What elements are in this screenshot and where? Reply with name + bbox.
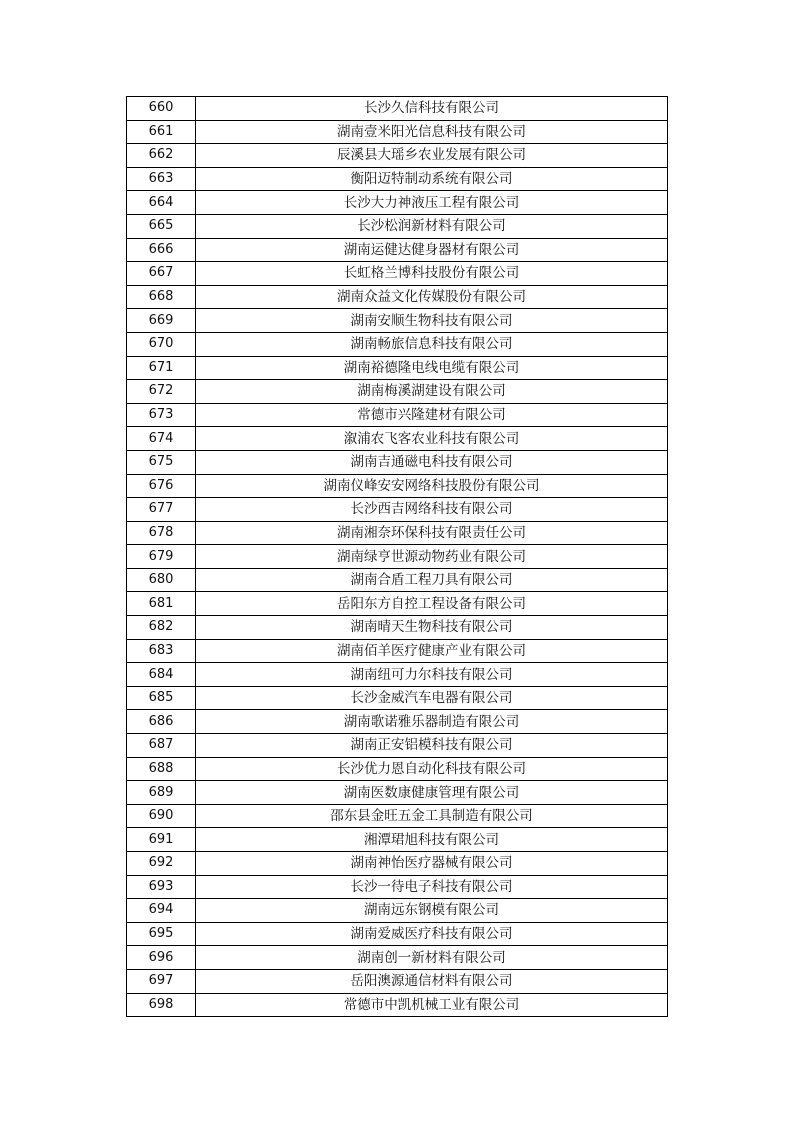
company-name: 长沙金威汽车电器有限公司 — [196, 686, 668, 710]
table-row — [127, 757, 668, 781]
row-number: 687 — [127, 734, 196, 758]
table-row — [127, 686, 668, 710]
table-row — [127, 734, 668, 758]
row-number: 677 — [127, 498, 196, 522]
company-name: 常德市中凯机械工业有限公司 — [196, 993, 668, 1017]
company-name: 湖南远东钢模有限公司 — [196, 899, 668, 923]
company-name: 湖南医数康健康管理有限公司 — [196, 781, 668, 805]
table-row — [127, 568, 668, 592]
row-number: 683 — [127, 639, 196, 663]
company-name: 湖南湘奈环保科技有限责任公司 — [196, 521, 668, 545]
row-number: 694 — [127, 899, 196, 923]
company-name: 长沙久信科技有限公司 — [196, 97, 668, 121]
company-name: 邵东县金旺五金工具制造有限公司 — [196, 804, 668, 828]
table-row — [127, 167, 668, 191]
company-name: 湖南运健达健身器材有限公司 — [196, 238, 668, 262]
table-row — [127, 97, 668, 121]
table-row — [127, 498, 668, 522]
table-row — [127, 285, 668, 309]
company-name: 湖南畅旅信息科技有限公司 — [196, 332, 668, 356]
row-number: 672 — [127, 380, 196, 404]
row-number: 680 — [127, 568, 196, 592]
company-name: 长沙优力恩自动化科技有限公司 — [196, 757, 668, 781]
company-name: 岳阳澳源通信材料有限公司 — [196, 969, 668, 993]
table-row — [127, 969, 668, 993]
row-number: 667 — [127, 262, 196, 286]
table-row — [127, 663, 668, 687]
company-name: 湖南晴天生物科技有限公司 — [196, 616, 668, 640]
company-name: 长沙西吉网络科技有限公司 — [196, 498, 668, 522]
company-name: 湖南合盾工程刀具有限公司 — [196, 568, 668, 592]
row-number: 670 — [127, 332, 196, 356]
table-row — [127, 380, 668, 404]
table-row — [127, 262, 668, 286]
company-name: 湖南正安铝模科技有限公司 — [196, 734, 668, 758]
row-number: 691 — [127, 828, 196, 852]
row-number: 688 — [127, 757, 196, 781]
row-number: 686 — [127, 710, 196, 734]
row-number: 681 — [127, 592, 196, 616]
company-name: 辰溪县大瑶乡农业发展有限公司 — [196, 144, 668, 168]
table-row — [127, 804, 668, 828]
row-number: 678 — [127, 521, 196, 545]
company-name: 湖南安顺生物科技有限公司 — [196, 309, 668, 333]
row-number: 689 — [127, 781, 196, 805]
company-name: 湖南众益文化传媒股份有限公司 — [196, 285, 668, 309]
table-row — [127, 616, 668, 640]
row-number: 661 — [127, 120, 196, 144]
row-number: 679 — [127, 545, 196, 569]
table-row — [127, 946, 668, 970]
company-name: 常德市兴隆建材有限公司 — [196, 403, 668, 427]
row-number: 692 — [127, 852, 196, 876]
row-number: 698 — [127, 993, 196, 1017]
table-row — [127, 427, 668, 451]
table-row — [127, 332, 668, 356]
table-row — [127, 592, 668, 616]
table-row — [127, 144, 668, 168]
row-number: 675 — [127, 450, 196, 474]
row-number: 695 — [127, 922, 196, 946]
row-number: 673 — [127, 403, 196, 427]
row-number: 660 — [127, 97, 196, 121]
row-number: 682 — [127, 616, 196, 640]
row-number: 664 — [127, 191, 196, 215]
table-row — [127, 828, 668, 852]
row-number: 669 — [127, 309, 196, 333]
company-name: 湖南纽可力尔科技有限公司 — [196, 663, 668, 687]
company-name: 湖南仪峰安安网络科技股份有限公司 — [196, 474, 668, 498]
table-row — [127, 781, 668, 805]
company-name: 长沙大力神液压工程有限公司 — [196, 191, 668, 215]
row-number: 696 — [127, 946, 196, 970]
company-list-body — [127, 97, 668, 1017]
row-number: 662 — [127, 144, 196, 168]
row-number: 685 — [127, 686, 196, 710]
table-row — [127, 521, 668, 545]
company-name: 湖南神怡医疗器械有限公司 — [196, 852, 668, 876]
table-row — [127, 309, 668, 333]
company-name: 湖南绿亨世源动物药业有限公司 — [196, 545, 668, 569]
row-number: 676 — [127, 474, 196, 498]
table-row — [127, 238, 668, 262]
row-number: 693 — [127, 875, 196, 899]
table-row — [127, 899, 668, 923]
row-number: 666 — [127, 238, 196, 262]
company-name: 湖南裕德隆电线电缆有限公司 — [196, 356, 668, 380]
company-name: 长沙松润新材料有限公司 — [196, 214, 668, 238]
row-number: 684 — [127, 663, 196, 687]
company-name: 湖南吉通磁电科技有限公司 — [196, 450, 668, 474]
table-row — [127, 852, 668, 876]
table-row — [127, 545, 668, 569]
row-number: 674 — [127, 427, 196, 451]
table-row — [127, 474, 668, 498]
row-number: 663 — [127, 167, 196, 191]
company-name: 岳阳东方自控工程设备有限公司 — [196, 592, 668, 616]
table-row — [127, 403, 668, 427]
company-name: 湖南爱威医疗科技有限公司 — [196, 922, 668, 946]
table-row — [127, 922, 668, 946]
company-name: 湖南创一新材料有限公司 — [196, 946, 668, 970]
table-row — [127, 993, 668, 1017]
table-row — [127, 120, 668, 144]
company-name: 溆浦农飞客农业科技有限公司 — [196, 427, 668, 451]
table-row — [127, 710, 668, 734]
row-number: 697 — [127, 969, 196, 993]
company-name: 长沙一待电子科技有限公司 — [196, 875, 668, 899]
row-number: 671 — [127, 356, 196, 380]
table-row — [127, 875, 668, 899]
table-row — [127, 214, 668, 238]
company-list-table — [126, 96, 668, 1017]
table-row — [127, 191, 668, 215]
company-name: 湖南梅溪湖建设有限公司 — [196, 380, 668, 404]
company-name: 衡阳迈特制动系统有限公司 — [196, 167, 668, 191]
company-name: 湘潭珺旭科技有限公司 — [196, 828, 668, 852]
row-number: 665 — [127, 214, 196, 238]
row-number: 668 — [127, 285, 196, 309]
row-number: 690 — [127, 804, 196, 828]
table-row — [127, 450, 668, 474]
company-name: 湖南佰羊医疗健康产业有限公司 — [196, 639, 668, 663]
company-name: 湖南壹米阳光信息科技有限公司 — [196, 120, 668, 144]
company-name: 长虹格兰博科技股份有限公司 — [196, 262, 668, 286]
company-name: 湖南歌诺雅乐器制造有限公司 — [196, 710, 668, 734]
table-row — [127, 356, 668, 380]
table-row — [127, 639, 668, 663]
